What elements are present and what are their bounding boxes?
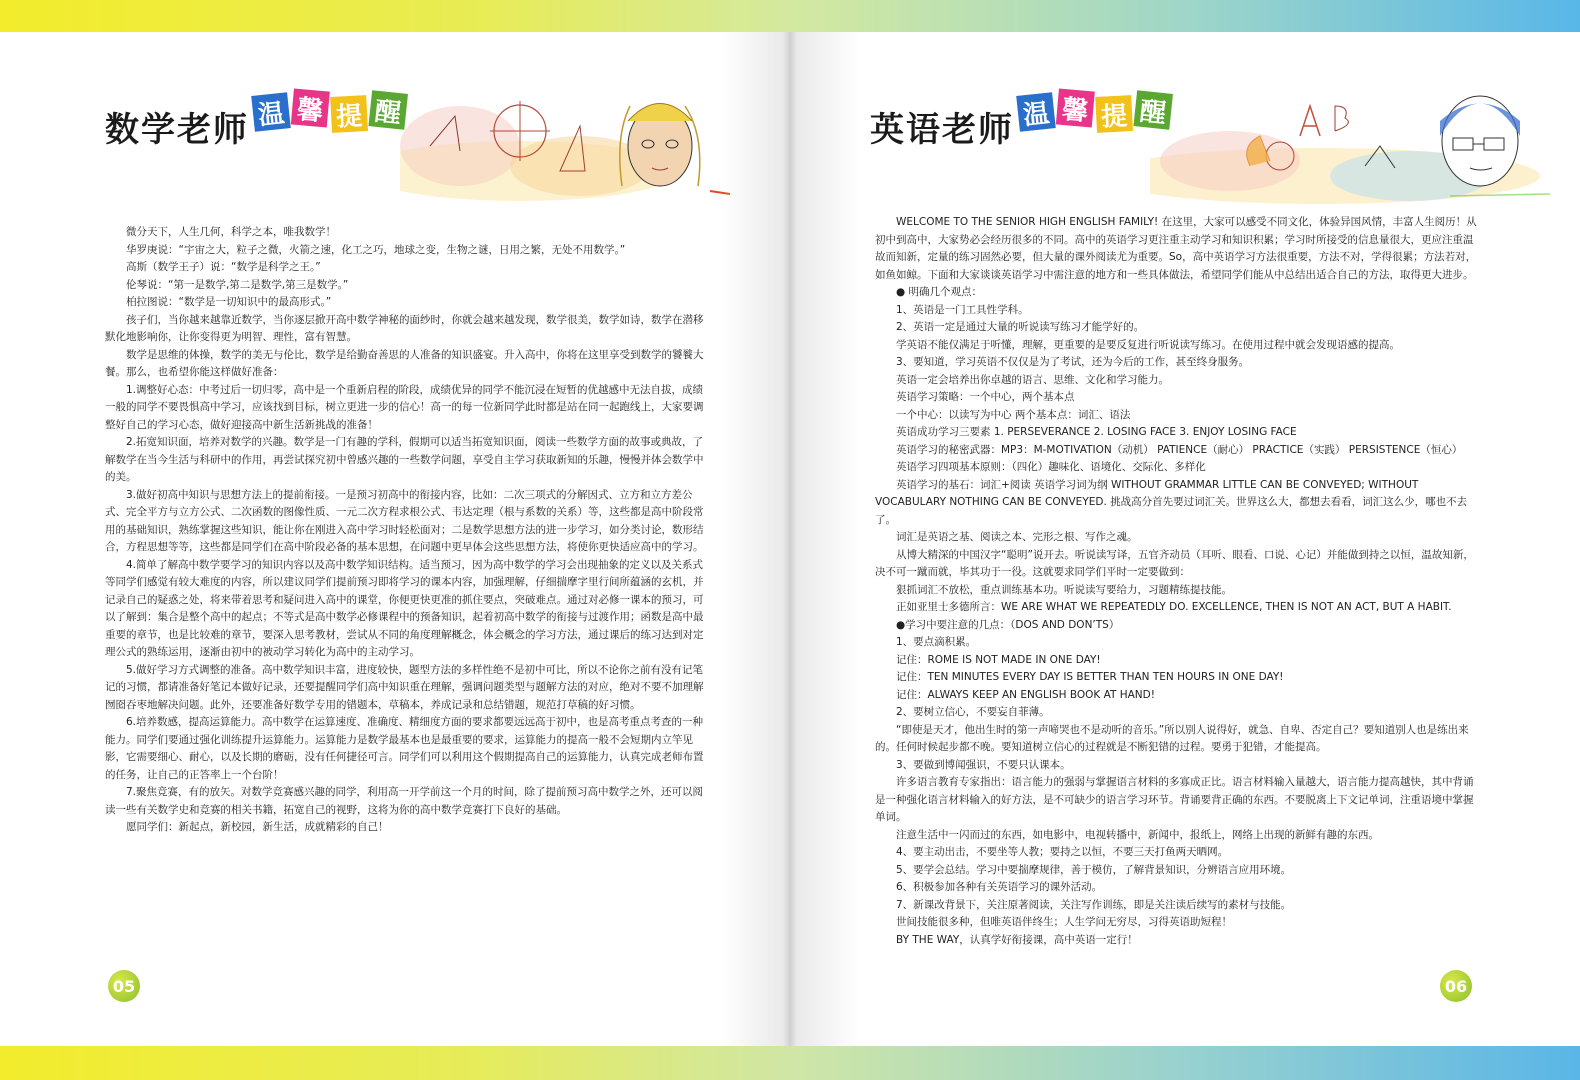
paragraph: 数学是思维的体操，数学的美无与伦比，数学是给勤奋善思的人准备的知识盛宴。升入高中，你将在这里享受到数学的饕餮大餐。那么，也希望你能这样做好准备： xyxy=(105,348,704,378)
paragraph: 伦琴说：“第一是数学,第二是数学,第三是数学。” xyxy=(126,278,349,291)
paragraph: 2、英语一定是通过大量的听说读写练习才能学好的。 xyxy=(896,321,1145,333)
paragraph: 3、要做到博闻强识，不要只认课本。 xyxy=(896,758,1071,771)
paragraph: BY THE WAY，认真学好衔接课，高中英语一定行！ xyxy=(896,933,1138,946)
paragraph: 英语学习策略：一个中心，两个基本点 xyxy=(896,391,1075,403)
paragraph: 7、新课改背景下，关注原著阅读，关注写作训练，即是关注读后续写的素材与技能。 xyxy=(896,898,1292,911)
paragraph: ●学习中要注意的几点：（DOS AND DON’TS） xyxy=(896,618,1120,631)
paragraph: 3、要知道，学习英语不仅仅是为了考试，还为今后的工作，甚至终身服务。 xyxy=(896,356,1250,368)
paragraph: 1、英语是一门工具性学科。 xyxy=(896,303,1029,316)
paragraph: 许多语言教育专家指出：语言能力的强弱与掌握语言材料的多寡成正比。语言材料输入量越大，语言能力提高越快，其中背诵是一种强化语言材料输入的好方法，是不可缺少的语言学习环节。背诵要背正确的东西。不要脱离上下文记单词，注重语境中掌握单词。 xyxy=(875,776,1474,823)
page-title: 数学老师 xyxy=(105,110,249,150)
math-teacher-illustration xyxy=(400,76,760,220)
badge-2: 馨 xyxy=(291,89,330,128)
paragraph: 3.做好初高中知识与思想方法上的提前衔接。一是预习初高中的衔接内容，比如：二次三项式的分解因式、立方和立方差公式、完全平方与立方公式、二次函数的图像性质、一元二次方程求根公式、韦达定理（根与系数的关系）等，这些都是高中阶段常用的基础知识，熟练掌握这些知识，能让你在刚进入高中学习时轻松面对；二是数学思想方法的进一步学习，如分类讨论，数形结合，方程思想等等，这些都是同学们在高中阶段必备的基本思想，在问题中更早体会这些思想方法，将使你更快适应高中的学习。 xyxy=(105,488,704,553)
paragraph: 柏拉图说：“数学是一切知识中的最高形式。” xyxy=(126,296,332,308)
paragraph: 华罗庚说：“宇宙之大，粒子之微，火箭之速，化工之巧，地球之变，生物之谜，日用之繁，无处不用数学。” xyxy=(126,243,626,256)
paragraph: 世间技能很多种，但唯英语伴终生；人生学问无穷尽，习得英语助短程！ xyxy=(896,916,1232,928)
paragraph: 一个中心：以读写为中心 两个基本点：词汇、语法 xyxy=(896,408,1131,421)
bottom-color-band xyxy=(0,1046,1580,1080)
paragraph: 孩子们，当你越来越靠近数学，当你逐层掀开高中数学神秘的面纱时，你就会越来越发现，数学很美，数学如诗，数学在潜移默化地影响你，让你变得更为明智、理性，富有智慧。 xyxy=(105,313,704,343)
paragraph: 7.聚焦竞赛，有的放矢。对数学竞赛感兴趣的同学，利用高一开学前这一个月的时间，除了提前预习高中数学之外，还可以阅读一些有关数学史和竞赛的相关书籍，拓宽自己的视野，这将为你的高中数学竞赛打下良好的基础。 xyxy=(105,786,704,816)
paragraph: 4、要主动出击，不要坐等人教；要持之以恒，不要三天打鱼两天晒网。 xyxy=(896,846,1229,858)
paragraph: 狠抓词汇不放松，重点训练基本功。听说读写要给力，习题精练提技能。 xyxy=(896,583,1232,596)
paragraph: 高斯（数学王子）说：“数学是科学之王。” xyxy=(126,261,321,273)
paragraph: 6、积极参加各种有关英语学习的课外活动。 xyxy=(896,881,1103,893)
paragraph: 愿同学们：新起点，新校园，新生活，成就精彩的自己！ xyxy=(126,821,389,833)
paragraph: 记住：ROME IS NOT MADE IN ONE DAY! xyxy=(896,653,1101,666)
page-number: 06 xyxy=(1440,970,1472,1002)
paragraph: 5.做好学习方式调整的准备。高中数学知识丰富，进度较快，题型方法的多样性绝不是初中可比，所以不论你之前有没有记笔记的习惯，都请准备好笔记本做好记录，还要提醒同学们高中知识重在理解，强调问题类型与题解方法的对应，绝对不要不加理解囫囵吞枣地解决问题。此外，还要准备好数学专用的错题本，草稿本，养成记录和总结错题，规范打草稿的好习惯。 xyxy=(105,663,704,711)
badge-3: 提 xyxy=(1095,95,1133,133)
paragraph: 1.调整好心态：中考过后一切归零，高中是一个重新启程的阶段，成绩优异的同学不能沉浸在短暂的优越感中无法自拔，成绩一般的同学不要畏惧高中学习，应该找到目标，树立更进一步的信心！高一的每一位新同学此时都是站在同一起跑线上，大家要调整好自己的学习心态，做好迎接高中新生活新挑战的准备！ xyxy=(105,383,704,431)
page-number: 05 xyxy=(108,970,140,1002)
badge-4: 醒 xyxy=(368,90,408,130)
english-teacher-illustration xyxy=(1150,76,1570,220)
paragraph: 学英语不能仅满足于听懂，理解，更重要的是要反复进行听说读写练习。在使用过程中就会发现语感的提高。 xyxy=(896,338,1400,351)
paragraph: 记住：ALWAYS KEEP AN ENGLISH BOOK AT HAND! xyxy=(896,688,1155,701)
paragraph: 正如亚里士多德所言：WE ARE WHAT WE REPEATEDLY DO. EXCELLENCE, THEN IS NOT AN ACT, BUT A HABIT. xyxy=(896,601,1452,613)
paragraph: 1、要点滴积累。 xyxy=(896,636,977,648)
paragraph: 2、要树立信心，不要妄自菲薄。 xyxy=(896,706,1050,718)
paragraph: ● 明确几个观点： xyxy=(896,286,982,298)
paragraph: 英语一定会培养出你卓越的语言、思维、文化和学习能力。 xyxy=(896,373,1169,386)
paragraph: 记住：TEN MINUTES EVERY DAY IS BETTER THAN TEN HOURS IN ONE DAY! xyxy=(896,671,1284,683)
paragraph: 2.拓宽知识面，培养对数学的兴趣。数学是一门有趣的学科，假期可以适当拓宽知识面，阅读一些数学方面的故事或典故，了解数学在当今生活与科研中的作用，再尝试探究初中曾感兴趣的一些数学问题，享受自主学习获取新知的乐趣，慢慢并体会数学中的美。 xyxy=(105,436,704,483)
paragraph: 英语学习的秘密武器：MP3：M-MOTIVATION（动机） PATIENCE（耐心） PRACTICE（实践） PERSISTENCE（恒心） xyxy=(896,443,1463,456)
title-badges xyxy=(253,94,409,133)
paragraph: 英语学习四项基本原则：（四化）趣味化、语境化、交际化、多样化 xyxy=(896,461,1206,473)
badge-4: 醒 xyxy=(1133,90,1173,130)
paragraph: “即使是天才，他出生时的第一声啼哭也不是动听的音乐。”所以别人说得好，就急、自卑、否定自己？要知道别人也是练出来的。任何时候起步都不晚。要知道树立信心的过程就是不断犯错的过程。要勇于犯错，才能提高。 xyxy=(875,723,1469,753)
badge-1: 温 xyxy=(1016,92,1056,132)
paragraph: 4.简单了解高中数学要学习的知识内容以及高中数学知识结构。适当预习，因为高中数学的学习会出现抽象的定义以及关系式等同学们感觉有较大难度的内容，所以建议同学们提前预习即将学习的课本内容，加强理解，仔细揣摩字里行间所蕴涵的玄机，并记录自己的疑惑之处，将来带着思考和疑问进入高中的课堂，你便更快更准的抓住要点，突破难点。通过对必修一课本的预习，可以了解到：集合是整个高中的起点；不等式是高中数学必修课程中的预备知识，起着初高中数学的衔接与过渡作用；函数是高中最重要的章节，也是比较难的章节，要深入思考教材，尝试从不同的角度理解概念，体会概念的学习方法，通过课后的练习达到对定理公式的熟练运用，逐渐由初中的被动学习转化为高中的主动学习。 xyxy=(105,558,704,658)
badge-2: 馨 xyxy=(1056,89,1095,128)
paragraph: 注意生活中一闪而过的东西，如电影中，电视转播中，新闻中，报纸上，网络上出现的新鲜有趣的东西。 xyxy=(896,828,1379,841)
body-text xyxy=(875,214,1480,949)
paragraph: WELCOME TO THE SENIOR HIGH ENGLISH FAMILY! 在这里，大家可以感受不同文化，体验异国风情，丰富人生阅历！从初中到高中，大家势必会经历很多的不同。高中的英语学习更注重主动学习和知识积累；学习时所接受的信息量很大，更应注重温故而知新，定量的练习固然必要，但大量的课外阅读尤为重要。So，高中英语学习方法很重要，方法不对，学得很累；方法若对，如鱼如鲸。下面和大家谈谈英语学习中需注意的地方和一些具体做法，希望同学们能从中总结出适合自己的方法，取得更大进步。 xyxy=(875,216,1477,281)
paragraph: 词汇是英语之基、阅读之本、完形之根、写作之魂。 xyxy=(896,531,1138,543)
paragraph: 6.培养数感，提高运算能力。高中数学在运算速度、准确度、精细度方面的要求都要远远高于初中，也是高考重点考查的一种能力。同学们要通过强化训练提升运算能力。运算能力是数学最基本也是最重要的要求，运算能力的提高一般不会短期内立竿见影，它需要细心、耐心，以及长期的磨砺，没有任何捷径可言。同学们可以利用这个假期提高自己的运算能力，认真完成老师布置的任务，让自己的正答率上一个台阶！ xyxy=(105,716,704,781)
top-color-band xyxy=(0,0,1580,32)
body-text xyxy=(105,224,705,837)
badge-3: 提 xyxy=(330,95,368,133)
badge-1: 温 xyxy=(251,92,291,132)
title-badges xyxy=(1018,94,1174,133)
page-title: 英语老师 xyxy=(870,110,1014,150)
right-page xyxy=(790,32,1580,1046)
paragraph: 英语学习的基石：词汇+阅读 英语学习词为纲 WITHOUT GRAMMAR LITTLE CAN BE CONVEYED; WITHOUT VOCABULARY NOTHING CAN BE CONVEYED. 挑战高分首先要过词汇关。世界这么大，都想去看看，词汇这么少，哪也不去了。 xyxy=(875,478,1468,526)
paragraph: 英语成功学习三要素 1. PERSEVERANCE 2. LOSING FACE 3. ENJOY LOSING FACE xyxy=(896,426,1297,438)
left-page xyxy=(0,32,790,1046)
paragraph: 从博大精深的中国汉字“聪明”说开去。听说读写译，五官齐动员（耳听、眼看、口说、心记）并能做到持之以恒，温故知新，决不可一蹴而就，毕其功于一役。这就要求同学们平时一定要做到： xyxy=(875,548,1474,578)
paragraph: 微分天下，人生几何，科学之本，唯我数学！ xyxy=(126,226,336,238)
paragraph: 5、要学会总结。学习中要揣摩规律，善于模仿，了解背景知识，分辨语言应用环境。 xyxy=(896,863,1292,876)
